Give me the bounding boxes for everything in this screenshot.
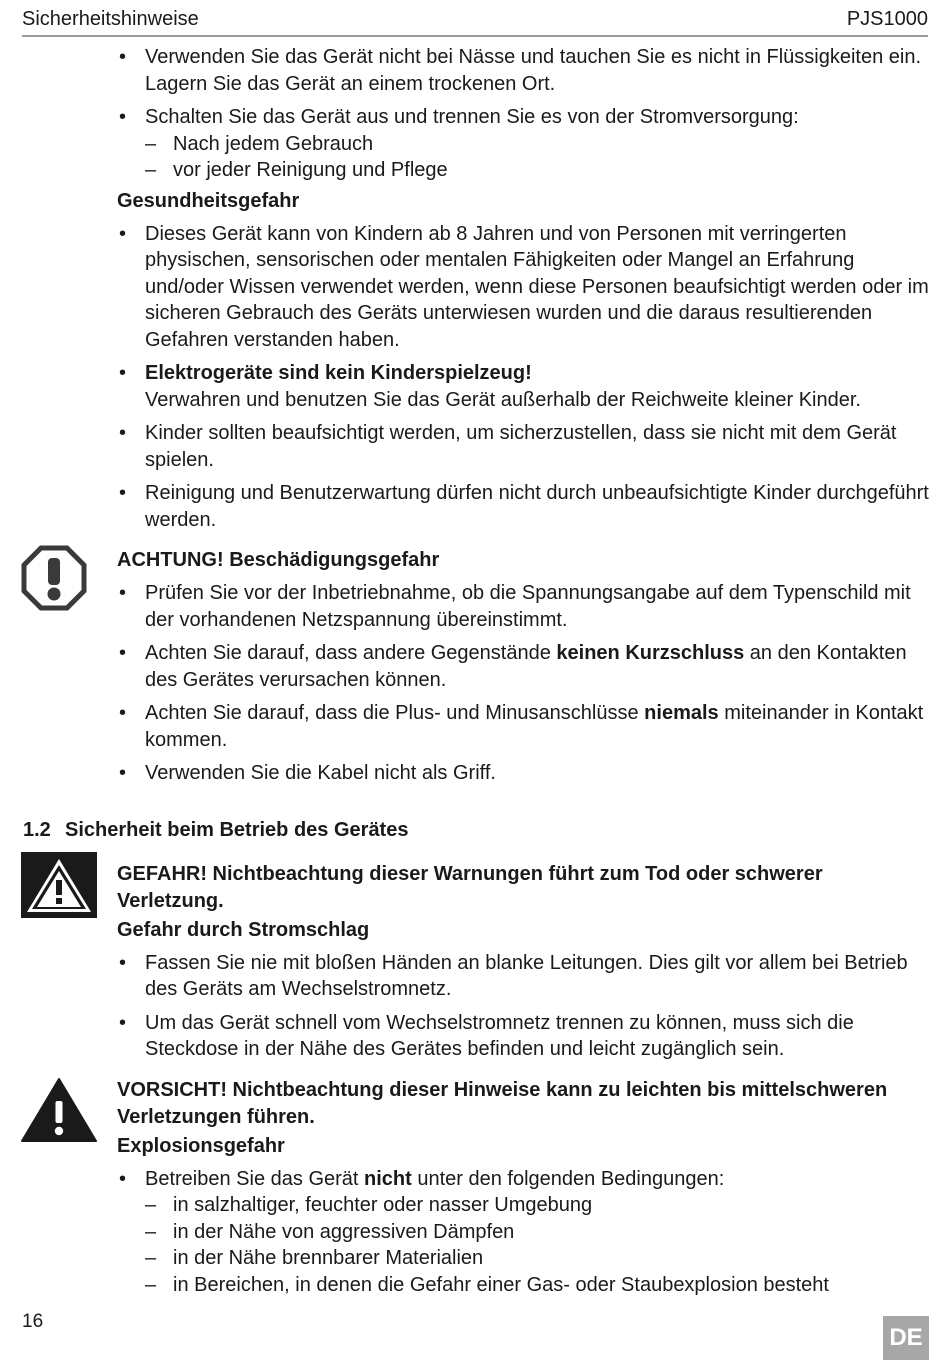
caution-subheading: Explosionsgefahr	[117, 1134, 285, 1157]
list-item: • Kinder sollten beaufsichtigt werden, um sicherzustellen, dass sie nicht mit dem Gerät spielen.	[117, 420, 929, 473]
danger-block	[117, 861, 929, 1063]
notice-block	[117, 547, 929, 787]
language-badge: DE	[883, 1316, 929, 1360]
dash-item: – vor jeder Reinigung und Pflege	[145, 157, 929, 184]
section-number: 1.2	[23, 818, 51, 841]
page-content	[0, 44, 950, 1305]
list-item: • Verwenden Sie das Gerät nicht bei Nässe und tauchen Sie es nicht in Flüssigkeiten ein. Lagern Sie das Gerät an einem trockenen Ort.	[117, 44, 929, 97]
list-item: • Achten Sie darauf, dass andere Gegenstände keinen Kurzschluss an den Kontakten des Gerätes verursachen können.	[117, 640, 929, 693]
list-item: • Schalten Sie das Gerät aus und trennen Sie es von der Stromversorgung: – Nach jedem Gebrauch – vor jeder Reinigung und Pflege	[117, 104, 929, 184]
list-item: • Verwenden Sie die Kabel nicht als Griff.	[117, 760, 929, 787]
dash-item: – in salzhaltiger, feuchter oder nasser Umgebung	[145, 1192, 929, 1219]
list-item: • Dieses Gerät kann von Kindern ab 8 Jahren und von Personen mit verringerten physischen, sensorischen oder mentalen Fähigkeiten oder Mangel an Erfahrung und/oder Wissen verwendet werden, wenn diese Personen beaufsichtigt werden oder im sicheren Gebrauch des Geräts unterwiesen wurden und die daraus resultierenden Gefahren verstanden haben.	[117, 221, 929, 354]
list-item: • Prüfen Sie vor der Inbetriebnahme, ob die Spannungsangabe auf dem Typenschild mit der vorhandenen Netzspannung übereinstimmt.	[117, 580, 929, 633]
notice-octagon-icon	[21, 545, 87, 611]
danger-triangle-icon	[21, 852, 97, 918]
header-model: PJS1000	[846, 8, 928, 30]
page-header	[22, 8, 928, 37]
intro-list	[117, 44, 929, 533]
list-item: • Betreiben Sie das Gerät nicht unter den folgenden Bedingungen: – in salzhaltiger, feuchter oder nasser Umgebung – in der Nähe von aggressiven Dämpfen – in der Nähe brennbarer Materialien – in Bereichen, in denen die Gefahr einer Gas- oder Staubexplosion besteht	[117, 1166, 929, 1299]
caution-triangle-icon	[21, 1077, 97, 1143]
list-item: • Fassen Sie nie mit bloßen Händen an blanke Leitungen. Dies gilt vor allem bei Betrieb des Geräts am Wechselstromnetz.	[117, 950, 929, 1003]
health-heading: Gesundheitsgefahr	[117, 189, 300, 212]
notice-heading: ACHTUNG! Beschädigungsgefahr	[117, 549, 440, 571]
dash-item: – in Bereichen, in denen die Gefahr einer Gas- oder Staubexplosion besteht	[145, 1272, 929, 1299]
header-section-title: Sicherheitshinweise	[22, 8, 199, 30]
children-warning-bold: Elektrogeräte sind kein Kinderspielzeug!	[145, 362, 532, 384]
section-title: Sicherheit beim Betrieb des Gerätes	[65, 818, 409, 841]
list-item: • Reinigung und Benutzerwartung dürfen nicht durch unbeaufsichtigte Kinder durchgeführt werden.	[117, 480, 929, 533]
list-item: • Um das Gerät schnell vom Wechselstromnetz trennen zu können, muss sich die Steckdose in der Nähe des Gerätes befinden und leicht zugänglich sein.	[117, 1010, 929, 1063]
dash-item: – in der Nähe brennbarer Materialien	[145, 1245, 929, 1272]
caution-block	[117, 1077, 929, 1299]
danger-heading: GEFAHR! Nichtbeachtung dieser Warnungen führt zum Tod oder schwerer Verletzung.	[117, 862, 823, 912]
dash-item: – in der Nähe von aggressiven Dämpfen	[145, 1219, 929, 1246]
page-number: 16	[22, 1311, 44, 1332]
caution-heading: VORSICHT! Nichtbeachtung dieser Hinweise kann zu leichten bis mittelschweren Verletzungen führen.	[117, 1078, 888, 1128]
list-item: • Achten Sie darauf, dass die Plus- und Minusanschlüsse niemals miteinander in Kontakt kommen.	[117, 700, 929, 753]
danger-subheading: Gefahr durch Stromschlag	[117, 918, 370, 941]
section-heading	[23, 817, 950, 843]
dash-item: – Nach jedem Gebrauch	[145, 131, 929, 158]
list-item: • Elektrogeräte sind kein Kinderspielzeug! Verwahren und benutzen Sie das Gerät außerhalb der Reichweite kleiner Kinder.	[117, 360, 929, 413]
